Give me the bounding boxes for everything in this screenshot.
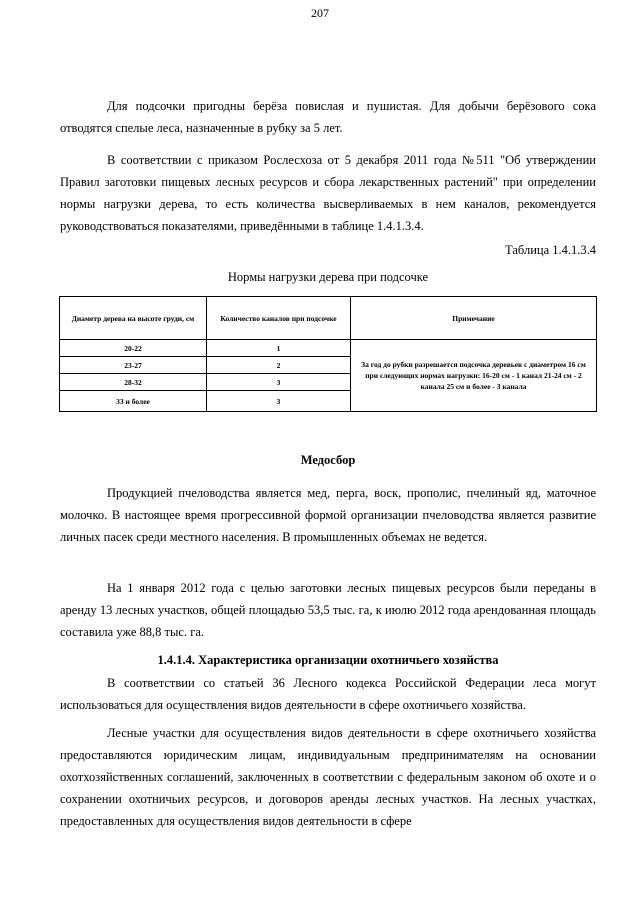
table-title: Нормы нагрузки дерева при подсочке <box>227 270 429 284</box>
cell-diameter: 20-22 <box>60 340 207 357</box>
header-channels: Количество каналов при подсочке <box>207 297 351 340</box>
paragraph-rosleshoz-order: В соответствии с приказом Рослесхоза от 5 декабря 2011 года №511 "Об утверждении Правил заготовки пищевых лесных ресурсов и сбора лекарственных растений" при определении нормы нагрузки дерева, то есть количества высверливаемых в нем каналов, рекомендуется руководствоваться показателями, приведёнными в таблице 1.4.1.3.4. <box>60 153 596 233</box>
cell-note: За год до рубки разрешается подсочка деревьев с диаметром 16 см при следующих нормах нагрузки: 16-20 см - 1 канал 21-24 см - 2 канала 25 см и более - 3 канала <box>351 340 597 412</box>
cell-diameter: 33 и более <box>60 391 207 412</box>
table-label: Таблица 1.4.1.3.4 <box>505 243 596 257</box>
cell-channels: 2 <box>207 357 351 374</box>
heading-honey: Медосбор <box>300 453 356 467</box>
paragraph-hunting-plots: Лесные участки для осуществления видов деятельности в сфере охотничьего хозяйства предоставляются юридическим лицам, индивидуальным предпринимателям на основании охотхозяйственных соглашений, заключенных в соответствии с федеральным законом об охоте и о сохранении охотничьих ресурсов, и договоров аренды лесных участков. На лесных участках, предоставленных для осуществления видов деятельности в сфере <box>60 726 596 828</box>
header-note: Примечание <box>351 297 597 340</box>
cell-diameter: 28-32 <box>60 374 207 391</box>
paragraph-birch-tapping: Для подсочки пригодны берёза повислая и пушистая. Для добычи берёзового сока отводятся спелые леса, назначенные в рубку за 5 лет. <box>60 99 596 135</box>
cell-channels: 1 <box>207 340 351 357</box>
cell-channels: 3 <box>207 374 351 391</box>
header-diameter: Диаметр дерева на высоте груди, см <box>60 297 207 340</box>
page-number: 207 <box>311 6 329 20</box>
tapping-norms-table <box>59 296 597 412</box>
paragraph-forest-code: В соответствии со статьей 36 Лесного кодекса Российской Федерации леса могут использоваться для осуществления видов деятельности в сфере охотничьего хозяйства. <box>60 676 596 712</box>
cell-channels: 3 <box>207 391 351 412</box>
table-row <box>60 340 597 357</box>
table-header-row <box>60 297 597 340</box>
paragraph-beekeeping: Продукцией пчеловодства является мед, перга, воск, прополис, пчелиный яд, маточное молочко. В настоящее время прогрессивной формой организации пчеловодства является развитие личных пасек среди местного населения. В промышленных объемах не ведется. <box>60 486 596 544</box>
paragraph-lease: На 1 января 2012 года с целью заготовки лесных пищевых ресурсов были переданы в аренду 13 лесных участков, общей площадью 53,5 тыс. га, к июлю 2012 года арендованная площадь составила уже 88,8 тыс. га. <box>60 581 596 639</box>
heading-hunting: 1.4.1.4. Характеристика организации охотничьего хозяйства <box>157 653 499 667</box>
cell-diameter: 23-27 <box>60 357 207 374</box>
